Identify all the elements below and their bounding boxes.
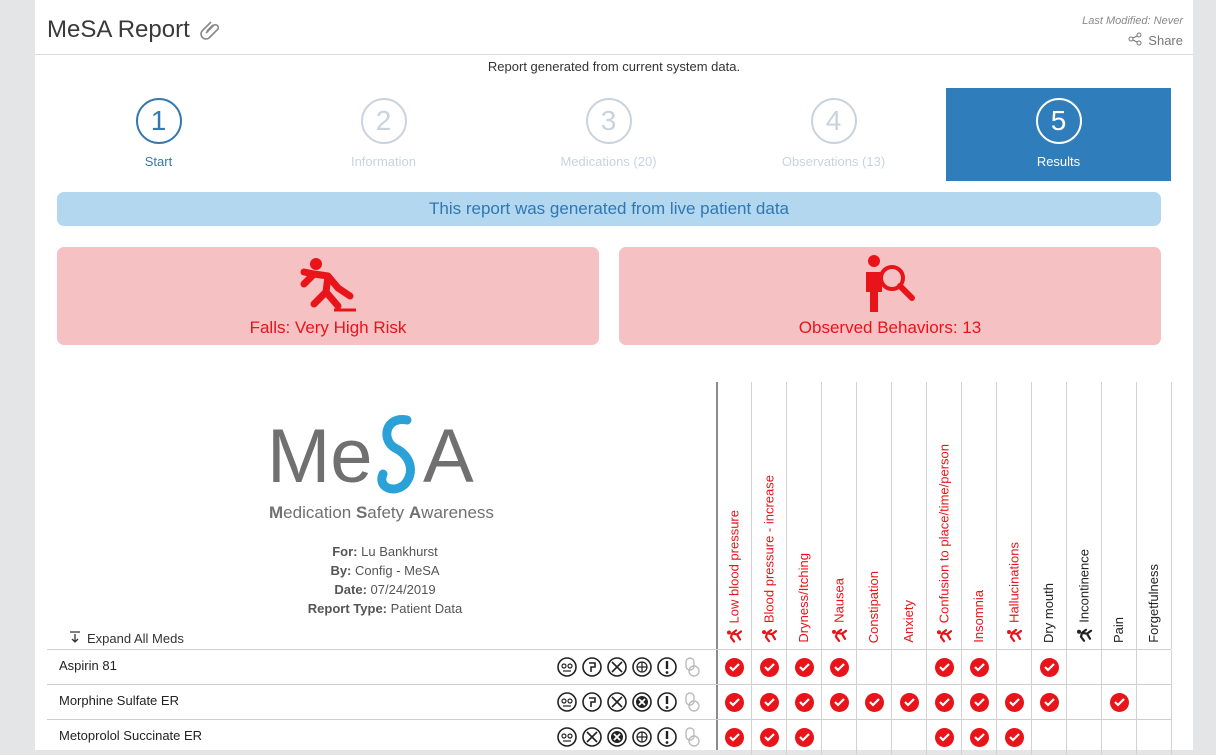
info-date: [235, 580, 535, 599]
logo-wordmark-left: Me: [267, 414, 373, 499]
symptom-column-header: [997, 382, 1032, 649]
medication-name[interactable]: Morphine Sulfate ER: [59, 693, 179, 708]
step-number: 4: [811, 98, 857, 144]
tag-initial-m: M: [269, 503, 284, 522]
check-icon: [1040, 693, 1059, 712]
check-icon: [760, 728, 779, 747]
matrix-cell: [752, 685, 787, 720]
check-icon: [830, 693, 849, 712]
behaviors-text: Observed Behaviors: 13: [798, 318, 982, 337]
symptom-column-header: [1137, 382, 1172, 649]
by-value: Config - MeSA: [355, 563, 440, 578]
falls-risk-text: Falls: Very High Risk: [249, 318, 407, 337]
matrix-cell: [927, 650, 962, 685]
share-button[interactable]: [1128, 32, 1183, 49]
pill-b-icon: [581, 656, 603, 683]
symptom-label: [866, 571, 881, 643]
matrix-cell: [1032, 650, 1067, 685]
matrix-cell: [857, 650, 892, 685]
by-label: By:: [330, 563, 352, 578]
globe-icon: [631, 726, 653, 753]
type-label: Report Type:: [307, 601, 388, 616]
step-medications[interactable]: [496, 88, 721, 181]
page-title: [47, 16, 222, 44]
symptom-text: Low blood pressure: [726, 509, 742, 623]
x-circle-icon: [631, 691, 653, 718]
step-label: Medications (20): [560, 154, 657, 169]
step-label: Observations (13): [781, 154, 886, 169]
capsule-icon: [681, 691, 703, 718]
step-observations[interactable]: [721, 88, 946, 181]
step-number: 5: [1036, 98, 1082, 144]
symptom-column-header: [822, 382, 857, 649]
matrix-cell: [787, 685, 822, 720]
title-text: MeSA Report: [47, 16, 190, 43]
fall-risk-icon: [1076, 627, 1092, 643]
matrix-cell: [927, 685, 962, 720]
check-icon: [795, 658, 814, 677]
share-icon: [1128, 32, 1142, 49]
matrix-cell: [822, 685, 857, 720]
symptom-column-header: [1032, 382, 1067, 649]
capsule-icon: [681, 656, 703, 683]
step-label: Information: [350, 154, 417, 169]
type-value: Patient Data: [390, 601, 463, 616]
matrix-cell: [997, 650, 1032, 685]
symptom-text: Confusion to place/time/person: [936, 443, 952, 623]
matrix-cell: [892, 685, 927, 720]
logo-wordmark-right: A: [423, 414, 474, 499]
symptom-column-header: [962, 382, 997, 649]
expand-all-label: Expand All Meds: [87, 631, 184, 646]
expand-icon: [69, 631, 81, 646]
check-icon: [725, 728, 744, 747]
check-icon: [1005, 693, 1024, 712]
for-value: Lu Bankhurst: [361, 544, 438, 559]
symptom-label: [796, 553, 811, 643]
check-icon: [830, 658, 849, 677]
matrix-cell: [822, 650, 857, 685]
logo-s-glyph: [382, 420, 411, 489]
globe-icon: [631, 656, 653, 683]
info-for: [235, 542, 535, 561]
step-label: Results: [1036, 154, 1081, 169]
expand-all-meds-button[interactable]: [69, 631, 184, 646]
tag-initial-a: A: [408, 503, 422, 522]
check-icon: [725, 693, 744, 712]
matrix-cell: [1067, 650, 1102, 685]
symptom-text: Blood pressure - increase: [761, 474, 777, 623]
medication-row[interactable]: [47, 685, 1171, 720]
check-icon: [760, 693, 779, 712]
symptom-label: [1006, 542, 1022, 643]
falls-risk-card: [57, 247, 599, 345]
step-start[interactable]: [46, 88, 271, 181]
symptom-label: [831, 578, 847, 643]
symptom-column-header: [787, 382, 822, 649]
matrix-cell: [997, 685, 1032, 720]
matrix-cell: [892, 650, 927, 685]
symptom-label: [1041, 583, 1056, 643]
fall-risk-icon: [726, 627, 742, 643]
check-icon: [935, 658, 954, 677]
cross-utensils-icon: [581, 726, 603, 753]
check-icon: [760, 658, 779, 677]
alert-icon: [656, 726, 678, 753]
matrix-cell: [1102, 685, 1137, 720]
symptom-column-header: [717, 382, 752, 649]
check-icon: [725, 658, 744, 677]
matrix-cell: [1137, 685, 1172, 720]
info-by: [235, 561, 535, 580]
last-modified: Last Modified: Never: [1082, 15, 1183, 27]
check-icon: [795, 693, 814, 712]
matrix-cell: [857, 685, 892, 720]
step-number: 1: [136, 98, 182, 144]
symptom-text: Incontinence: [1076, 549, 1092, 623]
behaviors-card: [619, 247, 1161, 345]
alert-icon: [656, 656, 678, 683]
check-icon: [1110, 693, 1129, 712]
symptom-text: Anxiety: [901, 600, 916, 643]
check-icon: [900, 693, 919, 712]
date-label: Date:: [334, 582, 367, 597]
symptom-label: [1076, 549, 1092, 643]
step-nav: [35, 88, 1193, 181]
symptom-column-header: [857, 382, 892, 649]
medication-icon-group: [556, 656, 703, 683]
symptom-text: Dry mouth: [1041, 583, 1056, 643]
x-circle-icon: [606, 726, 628, 753]
fall-risk-icon: [761, 627, 777, 643]
capsule-icon: [681, 726, 703, 753]
symptom-text: Dryness/Itching: [796, 553, 811, 643]
fall-risk-icon: [1006, 627, 1022, 643]
person-magnifier-icon: [860, 254, 920, 319]
medication-name[interactable]: Metoprolol Succinate ER: [59, 728, 203, 743]
symptom-column-header: [927, 382, 962, 649]
matrix-cell: [787, 650, 822, 685]
step-number: 2: [361, 98, 407, 144]
check-icon: [935, 728, 954, 747]
symptom-label: [761, 475, 777, 643]
matrix-cell: [1032, 685, 1067, 720]
falling-person-icon: [298, 254, 358, 319]
matrix-cell: [962, 650, 997, 685]
report-page: [35, 0, 1193, 750]
cross-utensils-icon: [606, 656, 628, 683]
matrix-cell: [1137, 650, 1172, 685]
symptom-label: [1111, 617, 1126, 643]
info-type: [235, 599, 535, 618]
tag-word-1: edication: [283, 503, 356, 522]
symptom-label: [1146, 564, 1161, 643]
step-label: Start: [144, 154, 173, 169]
check-icon: [1005, 728, 1024, 747]
live-data-banner: This report was generated from live patient data: [57, 192, 1161, 226]
symptom-column-header: [752, 382, 787, 649]
matrix-cell: [1067, 685, 1102, 720]
report-subtitle: Report generated from current system data.: [487, 59, 741, 74]
matrix-cell: [717, 685, 752, 720]
alert-icon: [656, 691, 678, 718]
matrix-cell: [962, 685, 997, 720]
paperclip-icon[interactable]: [200, 19, 222, 41]
symptom-text: Constipation: [866, 570, 881, 643]
cross-utensils-icon: [606, 691, 628, 718]
tag-word-2: afety: [367, 503, 409, 522]
symptom-column-header: [892, 382, 927, 649]
symptom-label: [726, 510, 742, 643]
pill-a-icon: [556, 726, 578, 753]
step-results[interactable]: [946, 88, 1171, 181]
check-icon: [1040, 658, 1059, 677]
medication-row[interactable]: [47, 650, 1171, 685]
pill-b-icon: [581, 691, 603, 718]
medication-name[interactable]: Aspirin 81: [59, 658, 117, 673]
mesa-logo: [265, 410, 505, 530]
report-header: [35, 0, 1193, 55]
matrix-cell: [752, 650, 787, 685]
symptom-label: [901, 600, 916, 643]
step-number: 3: [586, 98, 632, 144]
check-icon: [970, 658, 989, 677]
symptom-label: [971, 590, 986, 643]
pill-a-icon: [556, 656, 578, 683]
symptom-text: Nausea: [831, 578, 847, 623]
check-icon: [795, 728, 814, 747]
check-icon: [865, 693, 884, 712]
check-icon: [970, 693, 989, 712]
fall-risk-icon: [936, 627, 952, 643]
report-info: [235, 542, 535, 618]
symptom-column-header: [1102, 382, 1137, 649]
logo-tagline: [269, 503, 494, 522]
share-label: Share: [1148, 33, 1183, 48]
medication-icon-group: [556, 691, 703, 718]
tag-word-3: wareness: [421, 503, 494, 522]
for-label: For:: [332, 544, 358, 559]
symptom-text: Insomnia: [971, 590, 986, 643]
pill-a-icon: [556, 691, 578, 718]
fall-risk-icon: [831, 627, 847, 643]
check-icon: [970, 728, 989, 747]
check-icon: [935, 693, 954, 712]
date-value: 07/24/2019: [370, 582, 436, 597]
step-information[interactable]: [271, 88, 496, 181]
symptom-label: [936, 444, 952, 643]
tag-initial-s: S: [355, 503, 368, 522]
matrix-cell: [717, 650, 752, 685]
symptom-text: Hallucinations: [1006, 542, 1022, 623]
matrix-cell: [1102, 650, 1137, 685]
medication-icon-group: [556, 726, 703, 753]
symptom-column-header: [1067, 382, 1102, 649]
symptom-text: Pain: [1111, 616, 1126, 643]
symptom-text: Forgetfulness: [1146, 564, 1161, 643]
